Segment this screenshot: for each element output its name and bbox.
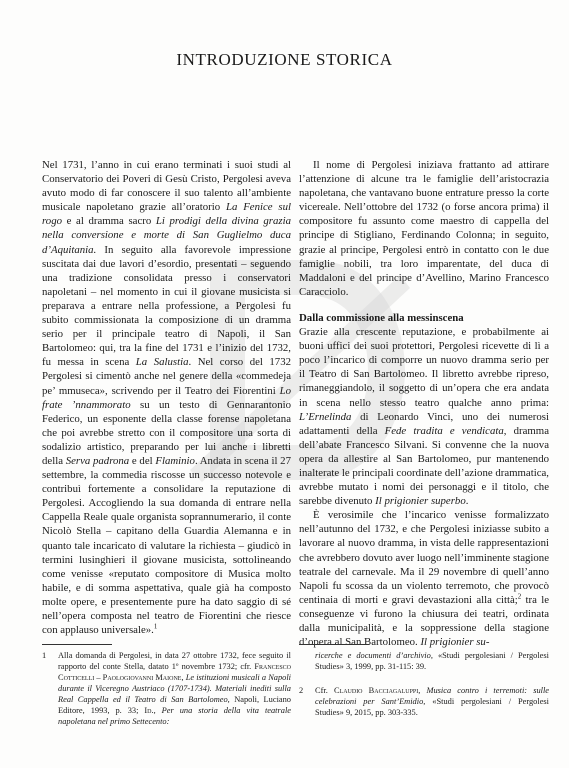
- footnote-rule: [299, 644, 369, 645]
- footnote-number: 1: [42, 651, 47, 660]
- footnote-number: 2: [299, 686, 304, 695]
- footnote-1-continued: ricerche e documenti d’archivio, «Studi pergolesiani / Pergolesi Studies» 3, 1999, pp. 31-115: 39.: [315, 651, 549, 671]
- left-column: [42, 158, 291, 637]
- section-heading: Dalla commissione alla messinscena: [299, 311, 464, 324]
- footnote-2: 2 Cfr. Claudio Bacciagaluppi, Musica contro i terremoti: sulle celebrazioni per Sant’Emidio, «Studi pergolesiani / Pergolesi Studies» 9, 2015, pp. 303-335.: [299, 686, 550, 717]
- footnote-ref[interactable]: 1: [153, 622, 158, 631]
- footnote-1: 1 Alla domanda di Pergolesi, in data 27 ottobre 1732, fece seguito il rapporto del conte Stella, datato 1º novembre 1732; cfr. Francesco Cotticelli – Paologiovanni Maione, Le istituzioni musicali a Napoli durante il Viceregno Austriaco (1707-1734). Materiali inediti sulla Real Cappella ed il Teatro di San Bartolomeo, Napoli, Luciano Editore, 1993, p. 33; Id., Per una storia della vita teatrale napoletana nel primo Settecento:: [42, 651, 292, 726]
- paragraph: Nel 1731, l’anno in cui erano terminati i suoi studi al Conservatorio dei Poveri di Gesù Cristo, Pergolesi aveva avuto modo di far conoscere il suo talento all’ambiente musicale napoletano grazie all’oratorio La Fenice sul rogo e al dramma sacro Li prodigi della divina grazia nella conversione e morte di San Guglielmo duca d’Aquitania. In seguito alla favorevole impressione suscitata dai due lavori d’esordio, presentati – seguendo una tradizione consolidata presso i conservatori napoletani – nel momento in cui il giovane musicista si preparava a entrare nella professione, a Pergolesi fu subito commissionata la composizione di un dramma serio per il principale teatro di Napoli, il San Bartolomeo: qui, tra la fine del 1731 e l’inizio del 1732, fu messa in scena La Salustia. Nel corso del 1732 Pergolesi si cimentò anche nel genere della «commedeja pe’ mmuseca», scrivendo per il Teatro dei Fiorentini Lo frate ’nnammorato su un testo di Gennarantonio Federico, un esponente della classe forense napoletana che poi avrebbe stretto con il compositore una sorta di sodalizio artistico, preparando per lui anche i libretti della Serva padrona e del Flaminio. Andata in scena il 27 settembre, la commedia riscosse un successo notevole e contribuì fortemente a consolidare la reputazione di Pergolesi. Accogliendo la sua domanda di entrare nella Cappella Reale quale organista soprannumerario, il conte Nicolò Stella – capitano della Guardia Alemanna e in quanto tale incaricato di valutare la richiesta – giudicò in termini lusinghieri il giovane musicista, sottolineando come venisse «reputato compositore di Musica molto habile, e di somma aspettativa, quale già ha composto molte opere, e presentemente pure ha dato saggio di sé nell’opera composta nel teatro de Fiorentini che riesce con applauso universale».$^1$: [42, 159, 292, 637]
- paragraph: Grazie alla crescente reputazione, e probabilmente ai buoni uffici dei suoi protettori, Pergolesi ricevette di lì a poco l’incarico di comporre un nuovo dramma serio per il Teatro di San Bartolomeo. Il libretto avrebbe ripreso, rimaneggiandolo, il soggetto di un’opera che era andata in scena nello stesso teatro qualche anno prima: L’Ernelinda di Leonardo Vinci, uno dei numerosi adattamenti della Fede tradita e vendicata, dramma dell’abate Francesco Silvani. Si convenne che la nuova opera da allestire al San Bartolomeo, pur mantenendo inalterate le principali coordinate dell’azione drammatica, avrebbe mutato i nomi dei personaggi e il titolo, che sarebbe divenuto Il prigionier superbo.: [299, 326, 550, 508]
- right-column: [299, 158, 549, 649]
- paragraph: Il nome di Pergolesi iniziava frattanto ad attirare l’attenzione di alcune tra le famiglie dell’aristocrazia napoletana, che vantavano buone entrature presso la corte vicereale. Nell’ottobre del 1732 (o forse ancora prima) il compositore fu assunto come maestro di cappella del principe di Stigliano, Ferdinando Colonna; in seguito, grazie al principe, Pergolesi entrò in contatto con le due famiglie nobili, tra loro imparentate, del duca di Maddaloni e del principe d’Avellino, Marino Francesco Caracciolo.: [299, 159, 549, 298]
- footnote-ref[interactable]: 2: [517, 592, 522, 601]
- footnote-rule: [42, 644, 112, 645]
- page-title: INTRODUZIONE STORICA: [176, 50, 393, 69]
- paragraph: È verosimile che l’incarico venisse formalizzato nell’autunno del 1732, e che Pergolesi iniziasse subito a lavorare al nuovo dramma, in vista delle rappresentazioni che avrebbero dovuto aver luogo nell’imminente stagione teatrale del carnevale. Ma il 29 novembre di quell’anno Napoli fu scossa da un violento terremoto, che provocò centinaia di morti e gravi devastazioni alla città;$^2$ tra le conseguenze vi furono la chiusura dei teatri, ordinata dalla municipalità, e la soppressione della stagione d’opera al San Bartolomeo. Il prigionier su-: [299, 509, 550, 649]
